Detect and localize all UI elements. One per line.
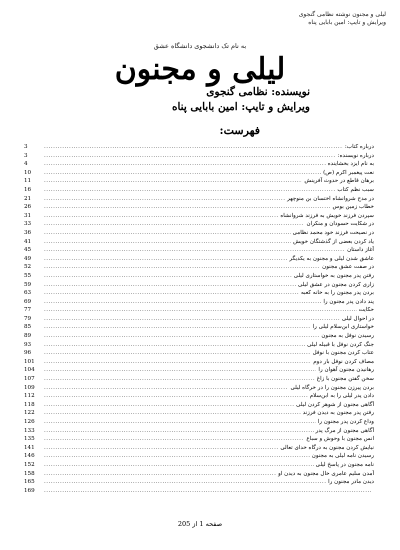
toc-entry-title: رسیدن نامه لیلی به مجنون — [311, 453, 374, 460]
toc-dot-leader — [44, 212, 278, 221]
toc-page-number: 79 — [24, 315, 32, 322]
toc-entry-title: آگاهی مجنون از شوهر کردن لیلی — [296, 401, 374, 408]
toc-entry-title: دیدن مادر مجنون را — [328, 479, 374, 486]
toc-entry[interactable] — [24, 332, 374, 341]
toc-page-number: 31 — [24, 212, 32, 219]
toc-page-number: 126 — [24, 419, 35, 425]
toc-page-number: 104 — [24, 367, 35, 374]
editor-line: ویرایش و تایپ: امین بابایی پناه — [171, 101, 310, 113]
toc-page-number: 158 — [24, 470, 35, 477]
toc-entry[interactable] — [24, 272, 374, 281]
toc-entry[interactable] — [24, 392, 374, 401]
dedication-line: به نام تک دانشجوی دانشگاه عشق — [153, 42, 247, 50]
toc-page-number: 107 — [24, 376, 35, 383]
toc-page-number: 69 — [24, 298, 32, 305]
toc-dot-leader — [44, 366, 316, 375]
toc-dot-leader — [44, 246, 345, 255]
toc-entry-title: جنگ کردن نوفل با قبیله لیلی — [307, 341, 374, 348]
toc-entry[interactable] — [24, 384, 374, 393]
toc-page-number: 55 — [24, 272, 32, 279]
toc-entry-title: بردن پیرزن مجنون را در خرگاه لیلی — [290, 384, 374, 391]
toc-entry-title: برهان قاطع در حدوث آفرینش — [304, 178, 374, 185]
toc-dot-leader — [44, 392, 308, 401]
toc-entry-title: پند دادن پدر مجنون را — [323, 298, 374, 305]
toc-dot-leader — [44, 323, 311, 332]
toc-dot-leader — [44, 160, 326, 169]
toc-entry-title: مصاف کردن نوفل بار دوم — [313, 358, 374, 365]
toc-entry-title: سخن گفتن مجنون با زاغ — [316, 376, 374, 383]
toc-page-number: 3 — [24, 152, 28, 159]
running-header — [299, 11, 386, 26]
author-line: نویسنده: نظامی گنجوی — [206, 86, 310, 98]
toc-dot-leader — [44, 384, 288, 393]
toc-page-number: 133 — [24, 427, 35, 434]
toc-entry-title: آغاز داستان — [347, 247, 374, 254]
toc-entry-title: رهانیدن مجنون آهوان را — [318, 367, 374, 374]
toc-page-number: 16 — [24, 186, 32, 193]
toc-entry[interactable] — [24, 160, 374, 169]
toc-dot-leader — [44, 375, 315, 384]
toc-page-number: 45 — [24, 247, 32, 254]
toc-dot-leader — [44, 332, 319, 341]
toc-dot-leader — [44, 238, 291, 247]
toc-entry[interactable] — [24, 444, 374, 453]
toc-entry[interactable] — [24, 315, 374, 324]
toc-entry[interactable] — [24, 186, 374, 195]
toc-entry-title: حکایت — [358, 307, 374, 314]
toc-dot-leader — [44, 229, 291, 238]
toc-page-number: 89 — [24, 333, 32, 340]
toc-entry-title: دادن پدر لیلی را به ابن‌سلام — [309, 393, 374, 400]
toc-page-number: 11 — [24, 178, 32, 185]
toc-entry-title: سپردن فرزند خویش به فرزند شروانشاه — [280, 212, 374, 219]
toc-entry[interactable] — [24, 306, 374, 315]
toc-dot-leader — [44, 152, 336, 161]
toc-entry[interactable] — [24, 470, 374, 479]
toc-entry[interactable] — [24, 461, 374, 470]
toc-entry[interactable] — [24, 229, 374, 238]
toc-entry[interactable] — [24, 401, 374, 410]
toc-entry[interactable] — [24, 246, 374, 255]
toc-entry-title — [372, 487, 374, 496]
toc-entry[interactable] — [24, 341, 374, 350]
toc-page-number: 33 — [24, 221, 32, 228]
toc-heading: فهرست: — [219, 124, 260, 137]
toc-entry[interactable] — [24, 195, 374, 204]
toc-entry[interactable] — [24, 358, 374, 367]
toc-page-number: 96 — [24, 350, 32, 357]
toc-page-number: 63 — [24, 290, 32, 297]
toc-dot-leader — [44, 478, 326, 487]
toc-page-number: 49 — [24, 255, 32, 262]
toc-entry-title: خواستاری ابن‌سلام لیلی را — [312, 324, 374, 331]
toc-entry[interactable] — [24, 220, 374, 229]
toc-dot-leader — [44, 272, 292, 281]
toc-entry[interactable] — [24, 409, 374, 418]
toc-entry-title: رفتن پدر مجنون به دیدن فرزند — [302, 410, 374, 417]
toc-entry-title: در صفت عشق مجنون — [322, 264, 374, 271]
toc-entry[interactable] — [24, 169, 374, 178]
toc-entry-title: سبب نظم کتاب — [337, 186, 374, 193]
toc-dot-leader — [44, 281, 296, 290]
toc-dot-leader — [44, 169, 321, 178]
toc-entry-title: در نصیحت فرزند خود محمد نظامی — [292, 229, 374, 236]
toc-page-number: 3 — [24, 144, 28, 150]
toc-entry-title: بردن پدر مجنون را به خانه کعبه — [301, 290, 374, 297]
toc-entry-title: خطاب زمین بوس — [332, 204, 374, 211]
toc-dot-leader — [44, 470, 276, 479]
toc-entry[interactable] — [24, 435, 374, 444]
toc-page-number: 36 — [24, 229, 32, 236]
toc-entry-title: رسیدن نوفل به مجنون — [321, 333, 374, 340]
toc-dot-leader — [44, 306, 357, 315]
header-title-line: لیلی و مجنون نوشته نظامی گنجوی — [298, 11, 386, 18]
toc-entry[interactable] — [24, 143, 374, 152]
book-title: لیلی و مجنون — [114, 52, 286, 87]
toc-page-number: 41 — [24, 238, 32, 245]
toc-entry-title: در شکایت حسودان و منکران — [306, 221, 374, 228]
toc-entry[interactable] — [24, 289, 374, 298]
toc-entry-title: در مدح شروانشاه اختسان بن منوچهر — [287, 195, 374, 202]
toc-entry[interactable] — [24, 203, 374, 212]
toc-dot-leader — [44, 418, 316, 427]
toc-dot-leader — [44, 143, 343, 152]
toc-page-number: 169 — [24, 487, 35, 494]
toc-entry[interactable] — [24, 452, 374, 461]
toc-page-number: 21 — [24, 195, 32, 202]
toc-dot-leader — [44, 195, 285, 204]
toc-entry[interactable] — [24, 263, 374, 272]
toc-dot-leader — [44, 315, 340, 324]
toc-page-number: 118 — [24, 401, 35, 408]
toc-page-number: 146 — [24, 453, 35, 460]
toc-entry-title: زاری کردن مجنون در عشق لیلی — [298, 281, 374, 288]
toc-dot-leader — [44, 349, 311, 358]
header-editor-line: ویرایش و تایپ: امین بابایی پناه — [308, 18, 386, 26]
toc-entry[interactable] — [24, 281, 374, 290]
toc-entry[interactable] — [24, 427, 374, 436]
toc-page-number: 4 — [24, 161, 28, 168]
toc-page-number: 135 — [24, 436, 35, 443]
toc-page-number: 93 — [24, 341, 32, 348]
toc-entry[interactable] — [24, 255, 374, 264]
toc-page-number: 141 — [24, 444, 35, 451]
toc-entry-title: نامه مجنون در پاسخ لیلی — [315, 461, 374, 468]
toc-dot-leader — [44, 298, 321, 307]
toc-dot-leader — [44, 452, 310, 461]
toc-dot-leader — [44, 186, 335, 195]
toc-entry[interactable] — [24, 298, 374, 307]
toc-entry[interactable] — [24, 152, 374, 161]
toc-page-number: 152 — [24, 461, 35, 468]
toc-dot-leader — [44, 409, 301, 418]
toc-dot-leader — [44, 255, 287, 264]
page-footer: صفحه 1 از 205 — [177, 520, 223, 528]
toc-entry-title: درباره کتاب: — [344, 144, 374, 150]
toc-dot-leader — [44, 435, 304, 444]
toc-entry-title: انس مجنون با وحوش و سباع — [306, 436, 374, 443]
toc-entry[interactable] — [24, 418, 374, 427]
toc-dot-leader — [44, 427, 314, 436]
toc-entry[interactable] — [24, 349, 374, 358]
toc-entry[interactable] — [24, 366, 374, 375]
toc-page-number: 52 — [24, 264, 32, 271]
toc-dot-leader — [44, 177, 302, 186]
toc-entry-title: رفتن پدر مجنون به خواستاری لیلی — [293, 272, 374, 279]
toc-page-number: 26 — [24, 204, 32, 211]
toc-entry-title: نیایش کردن مجنون به درگاه خدای تعالی — [280, 444, 374, 451]
toc-page-number: 122 — [24, 410, 35, 417]
toc-entry-title: به نام ایزد بخشاینده — [327, 161, 374, 168]
toc-entry-title: عتاب کردن مجنون با نوفل — [312, 350, 374, 357]
toc-dot-leader — [44, 444, 278, 453]
toc-page-number: 85 — [24, 324, 32, 331]
toc-dot-leader — [44, 487, 372, 496]
toc-dot-leader — [44, 401, 294, 410]
toc-entry-title: نعت پیغمبر اکرم (ص) — [323, 169, 374, 176]
toc-dot-leader — [44, 461, 314, 470]
toc-entry[interactable] — [24, 177, 374, 186]
toc-page-number: 101 — [24, 358, 35, 365]
toc-entry[interactable] — [24, 238, 374, 247]
toc-entry-title: آگاهی مجنون از مرگ پدر — [315, 427, 374, 434]
toc-dot-leader — [44, 341, 305, 350]
toc-entry-title: عاشق شدن لیلی و مجنون به یکدیگر — [289, 255, 374, 262]
toc-entry-title: در احوال لیلی — [341, 315, 374, 322]
toc-entry[interactable] — [24, 323, 374, 332]
toc-entry[interactable] — [24, 478, 374, 487]
table-of-contents — [24, 143, 374, 495]
toc-page-number: 77 — [24, 307, 32, 314]
toc-entry[interactable] — [24, 212, 374, 221]
toc-page-number: 109 — [24, 384, 35, 391]
toc-entry[interactable] — [24, 487, 374, 496]
toc-entry-title: وداع کردن پدر مجنون را — [317, 419, 374, 425]
toc-page-number: 59 — [24, 281, 32, 288]
toc-entry-title: درباره نویسنده: — [337, 152, 374, 159]
toc-dot-leader — [44, 289, 299, 298]
toc-page-number: 165 — [24, 479, 35, 486]
toc-entry-title: آمدن سلیم عامری خال مجنون به دیدن او — [278, 470, 374, 477]
toc-page-number: 10 — [24, 169, 32, 176]
toc-entry-title: یاد کردن بعضی از گذشتگان خویش — [293, 238, 374, 245]
toc-page-number: 112 — [24, 393, 35, 400]
toc-dot-leader — [44, 220, 304, 229]
toc-entry[interactable] — [24, 375, 374, 384]
toc-dot-leader — [44, 263, 320, 272]
toc-dot-leader — [44, 358, 311, 367]
toc-dot-leader — [44, 203, 331, 212]
